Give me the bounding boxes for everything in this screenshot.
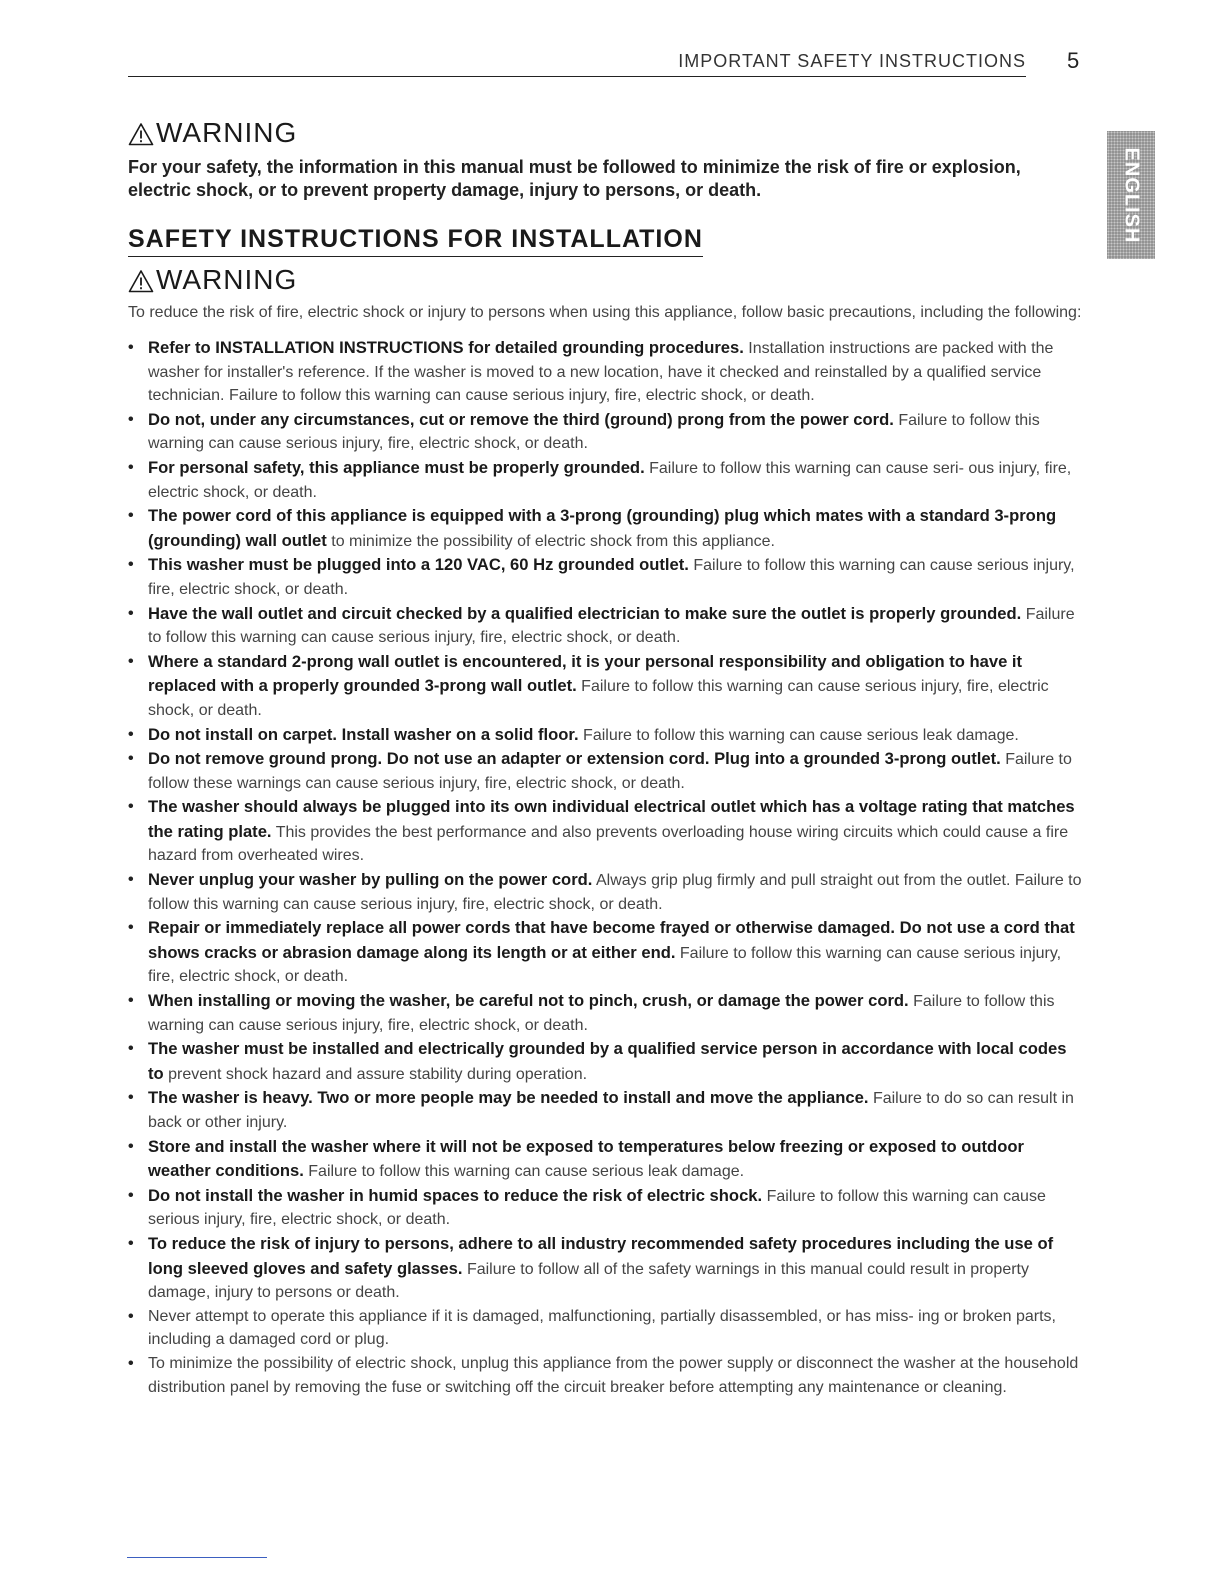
warning-triangle-icon: [128, 269, 154, 293]
instruction-emphasis: Do not install the washer in humid spaces to reduce the risk of electric shock.: [148, 1185, 763, 1205]
instruction-emphasis: Where a standard 2-prong wall outlet is encountered, it is your personal responsibility and obligation to have it replaced with a properly grounded 3-prong wall outlet.: [148, 651, 1023, 696]
instruction-detail: Failure to follow this warning can cause serious injury, fire, electric shock, or death.: [148, 678, 1049, 719]
instruction-detail: Failure to follow this warning can cause serious injury, fire, electric shock, or death.: [148, 993, 1055, 1034]
safety-instruction-item: [128, 868, 1083, 916]
safety-instruction-item: [128, 747, 1083, 795]
safety-instruction-item: [128, 916, 1083, 989]
instruction-detail: to minimize the possibility of electric shock from this appliance.: [326, 532, 775, 550]
instruction-detail: This provides the best performance and also prevents overloading house wiring circuits which could cause a fire hazard from overheated wires.: [148, 823, 1069, 865]
instruction-emphasis: Repair or immediately replace all power cords that have become frayed or otherwise damaged. Do not use a cord that shows cracks or abrasion damage along its length or at either end.: [148, 918, 1075, 962]
instruction-emphasis: The washer is heavy. Two or more people may be needed to install and move the appliance.: [148, 1088, 869, 1108]
instruction-emphasis: The washer must be installed and electrically grounded by a qualified service person in accordance with local codes to: [148, 1039, 1067, 1083]
instruction-emphasis: Never unplug your washer by pulling on the power cord.: [148, 870, 593, 890]
safety-instruction-item: [128, 1135, 1083, 1184]
instruction-detail: Failure to follow this warning can cause serious injury, fire, electric shock, or death.: [148, 605, 1075, 647]
instruction-emphasis: Store and install the washer where it will not be exposed to temperatures below freezing or exposed to outdoor weather conditions.: [148, 1136, 1024, 1181]
safety-instruction-item: [128, 1037, 1083, 1086]
safety-instruction-item: [128, 1086, 1083, 1134]
safety-instruction-item: [128, 650, 1083, 723]
instruction-emphasis: To reduce the risk of injury to persons, adhere to all industry recommended safety procedures including the use of long sleeved gloves and safety glasses.: [148, 1233, 1054, 1278]
instruction-detail: Failure to follow this warning can cause serious injury, fire, electric shock, or death.: [148, 411, 1040, 453]
instruction-emphasis: The washer should always be plugged into its own individual electrical outlet which has a voltage rating that matches the rating plate.: [148, 797, 1075, 841]
safety-instruction-item: [128, 795, 1083, 868]
safety-instruction-item: [128, 1232, 1083, 1305]
instruction-detail: Never attempt to operate this appliance if it is damaged, malfunctioning, partially disassembled, or has miss- ing or broken parts, including a damaged cord or plug.: [148, 1307, 1056, 1349]
safety-instruction-item: [128, 989, 1083, 1037]
instruction-detail: Failure to follow this warning can cause serious injury, fire, electric shock, or death.: [148, 557, 1075, 598]
warning-triangle-icon: [128, 122, 154, 146]
instruction-detail: Failure to follow this warning can cause serious injury, fire, electric shock, or death.: [148, 1187, 1046, 1229]
instruction-detail: Always grip plug firmly and pull straight out from the outlet. Failure to follow this warning can cause serious injury, fire, electric shock, or death.: [148, 872, 1082, 913]
section-warning-label: WARNING: [156, 264, 298, 295]
page-number: 5: [1067, 48, 1080, 73]
safety-instruction-item: [128, 602, 1083, 650]
safety-instruction-item: [128, 1352, 1083, 1399]
instruction-emphasis: Have the wall outlet and circuit checked by a qualified electrician to make sure the outlet is properly grounded.: [148, 603, 1022, 623]
instruction-detail: Failure to follow all of the safety warnings in this manual could result in property damage, injury to persons or death.: [148, 1260, 1029, 1302]
section-title: SAFETY INSTRUCTIONS FOR INSTALLATION: [128, 222, 703, 257]
instruction-emphasis: This washer must be plugged into a 120 VAC, 60 Hz grounded outlet.: [148, 555, 689, 575]
instruction-detail: Failure to follow these warnings can cause serious injury, fire, electric shock, or death.: [148, 751, 1072, 792]
warning-heading-label: WARNING: [156, 117, 298, 148]
warning-heading: [128, 114, 1083, 152]
instruction-detail: prevent shock hazard and assure stability during operation.: [163, 1065, 588, 1083]
header-divider: [128, 76, 1026, 77]
header-title: IMPORTANT SAFETY INSTRUCTIONS: [678, 51, 1026, 71]
safety-instruction-item: [128, 504, 1083, 553]
warning-intro-text: For your safety, the information in this manual must be followed to minimize the risk of fire or explosion, electric shock, or to prevent property damage, injury to persons, or death.: [128, 157, 1021, 200]
instruction-emphasis: Do not, under any circumstances, cut or remove the third (ground) prong from the power cord.: [148, 409, 894, 429]
instruction-detail: To minimize the possibility of electric shock, unplug this appliance from the power supply or disconnect the washer at the household distribution panel by removing the fuse or switching off the circuit breaker before attempting any maintenance or cleaning.: [148, 1354, 1079, 1396]
safety-instruction-item: [128, 1305, 1083, 1352]
section-intro-text: To reduce the risk of fire, electric shock or injury to persons when using this appliance, follow basic precautions, including the following:: [128, 304, 1082, 321]
safety-instruction-item: [128, 456, 1083, 504]
safety-instruction-item: [128, 553, 1083, 601]
instruction-detail: Failure to follow this warning can cause serious leak damage.: [303, 1163, 745, 1181]
instruction-emphasis: Refer to INSTALLATION INSTRUCTIONS for detailed grounding procedures.: [148, 338, 744, 357]
safety-instruction-list: [128, 336, 1083, 1399]
instruction-emphasis: Do not remove ground prong. Do not use an adapter or extension cord. Plug into a grounded 3-prong outlet.: [148, 749, 1001, 769]
section-warning-heading: [128, 261, 1083, 299]
page-content: [128, 114, 1083, 1399]
safety-instruction-item: [128, 408, 1083, 456]
instruction-emphasis: Do not install on carpet. Install washer on a solid floor.: [148, 724, 579, 744]
instruction-detail: Failure to do so can result in back or other injury.: [148, 1090, 1074, 1131]
instruction-emphasis: The power cord of this appliance is equipped with a 3-prong (grounding) plug which mates with a standard 3-prong (grounding) wall outlet: [148, 506, 1057, 550]
safety-instruction-item: [128, 1184, 1083, 1232]
footer-rule: [127, 1557, 267, 1558]
safety-instruction-item: [128, 723, 1083, 748]
instruction-detail: Failure to follow this warning can cause serious leak damage.: [578, 726, 1019, 744]
language-tab: [1107, 131, 1155, 259]
instruction-detail: Failure to follow this warning can cause seri- ous injury, fire, electric shock, or death.: [148, 459, 1072, 501]
instruction-detail: Failure to follow this warning can cause serious injury, fire, electric shock, or death.: [148, 944, 1062, 986]
instruction-emphasis: When installing or moving the washer, be careful not to pinch, crush, or damage the power cord.: [148, 991, 909, 1011]
instruction-emphasis: For personal safety, this appliance must be properly grounded.: [148, 457, 645, 477]
language-tab-label: ENGLISH: [1120, 147, 1143, 243]
safety-instruction-item: [128, 336, 1083, 408]
instruction-detail: Installation instructions are packed with the washer for installer's reference. If the washer is moved to a new location, have it checked and reinstalled by a qualified service technician. Failure to follow this warning can cause serious injury, fire, electric shock, or death.: [148, 340, 1054, 405]
